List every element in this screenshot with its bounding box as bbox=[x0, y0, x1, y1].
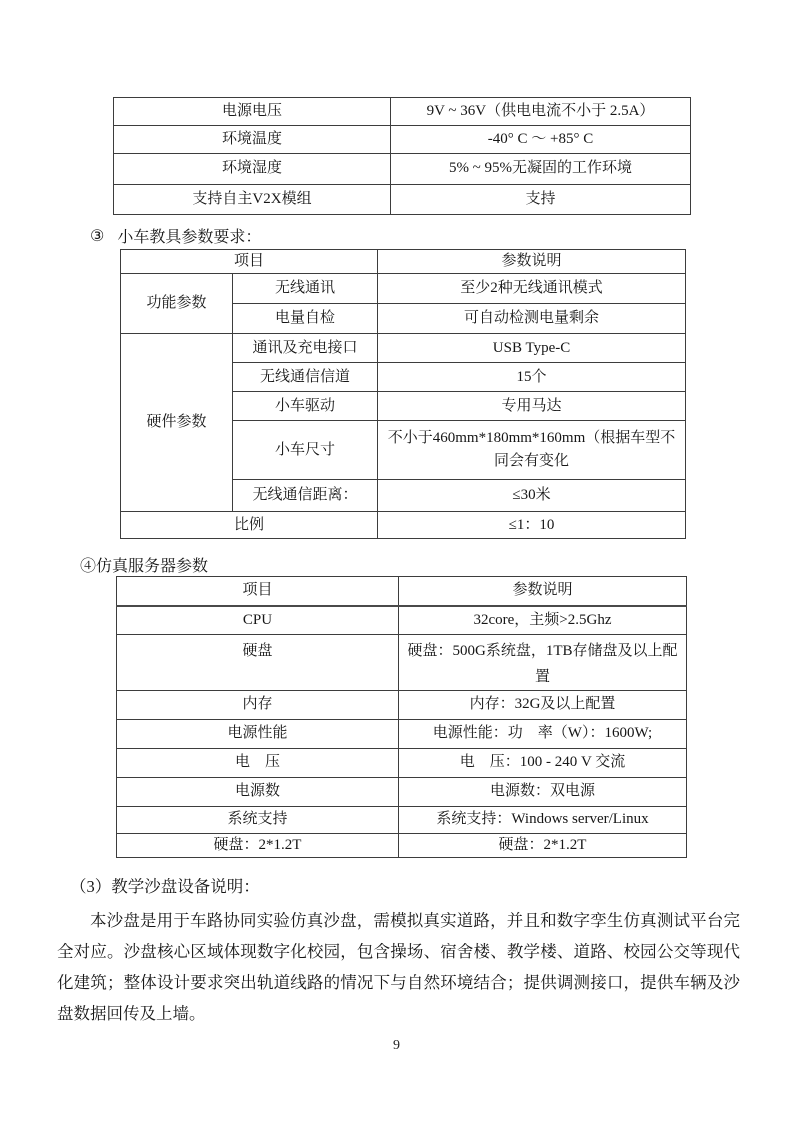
table-row bbox=[117, 834, 687, 858]
cell-desc: 至少2种无线通讯模式 bbox=[378, 274, 686, 304]
table-header-row bbox=[121, 250, 686, 274]
cell-desc: 9V ~ 36V（供电电流不小于 2.5A） bbox=[391, 98, 691, 126]
table-row bbox=[117, 720, 687, 749]
section-heading-car-params bbox=[90, 224, 261, 247]
cell-item: 环境湿度 bbox=[114, 154, 391, 185]
section-title: ④仿真服务器参数 bbox=[80, 558, 209, 575]
sandbox-heading: （3）教学沙盘设备说明： bbox=[70, 877, 260, 896]
cell-desc: 硬盘：500G系统盘，1TB存储盘及以上配置 bbox=[399, 635, 687, 691]
cell-desc: 电源性能：功 率（W）：1600W; bbox=[399, 720, 687, 749]
sandbox-description-block bbox=[57, 876, 740, 1029]
table-row bbox=[117, 606, 687, 635]
server-params-table bbox=[116, 576, 687, 858]
cell-desc: 32core，主频>2.5Ghz bbox=[399, 606, 687, 635]
header-cell-desc: 参数说明 bbox=[378, 250, 686, 274]
cell-item: 环境温度 bbox=[114, 126, 391, 154]
cell-desc: 支持 bbox=[391, 185, 691, 215]
header-cell-item: 项目 bbox=[121, 250, 378, 274]
cell-desc: 可自动检测电量剩余 bbox=[378, 304, 686, 334]
cell-desc: 系统支持：Windows server/Linux bbox=[399, 807, 687, 834]
table-row bbox=[117, 691, 687, 720]
group-label-cell: 硬件参数 bbox=[121, 334, 233, 512]
table-row bbox=[114, 185, 691, 215]
cell-item: 电源性能 bbox=[117, 720, 399, 749]
table-row bbox=[114, 126, 691, 154]
cell-item: 硬盘 bbox=[117, 635, 399, 691]
cell-item: CPU bbox=[117, 606, 399, 635]
cell-item: 系统支持 bbox=[117, 807, 399, 834]
table-row bbox=[117, 807, 687, 834]
cell-desc: 内存：32G及以上配置 bbox=[399, 691, 687, 720]
cell-desc: -40° C ～ +85° C bbox=[391, 126, 691, 154]
group-label-cell: 功能参数 bbox=[121, 274, 233, 334]
sandbox-paragraph: 本沙盘是用于车路协同实验仿真沙盘，需模拟真实道路，并且和数字孪生仿真测试平台完全对应。沙盘核心区域体现数字化校园，包含操场、宿舍楼、教学楼、道路、校园公交等现代化建筑；整体设计要求突出轨道线路的情况下与自然环境结合；提供调测接口，提供车辆及沙盘数据回传及上墙。 bbox=[57, 911, 740, 1023]
cell-desc: ≤30米 bbox=[378, 480, 686, 512]
cell-item: 支持自主V2X模组 bbox=[114, 185, 391, 215]
table-header-row bbox=[117, 577, 687, 606]
table-row bbox=[114, 98, 691, 126]
power-env-table bbox=[113, 97, 691, 215]
table-row bbox=[121, 512, 686, 539]
cell-desc: 电源数：双电源 bbox=[399, 778, 687, 807]
cell-desc: 电 压：100 - 240 V 交流 bbox=[399, 749, 687, 778]
cell-item: 电源数 bbox=[117, 778, 399, 807]
cell-item: 无线通讯 bbox=[233, 274, 378, 304]
cell-desc: 不小于460mm*180mm*160mm（根据车型不同会有变化 bbox=[378, 421, 686, 480]
cell-desc: 专用马达 bbox=[378, 392, 686, 421]
table-row bbox=[117, 635, 687, 691]
car-params-table bbox=[120, 249, 686, 539]
table-row bbox=[114, 154, 691, 185]
cell-item: 内存 bbox=[117, 691, 399, 720]
cell-item: 无线通信信道 bbox=[233, 363, 378, 392]
cell-item: 电量自检 bbox=[233, 304, 378, 334]
table-row bbox=[121, 274, 686, 304]
cell-item: 电源电压 bbox=[114, 98, 391, 126]
cell-item: 无线通信距离： bbox=[233, 480, 378, 512]
cell-desc: 硬盘：2*1.2T bbox=[399, 834, 687, 858]
section-heading-server-params bbox=[80, 553, 208, 576]
cell-desc: 5% ~ 95%无凝固的工作环境 bbox=[391, 154, 691, 185]
footer-value-cell: ≤1：10 bbox=[378, 512, 686, 539]
table-row bbox=[117, 778, 687, 807]
section-title: 小车教具参数要求： bbox=[117, 229, 262, 246]
cell-item: 小车驱动 bbox=[233, 392, 378, 421]
page-number: 9 bbox=[393, 1038, 400, 1053]
table-row bbox=[121, 334, 686, 363]
cell-item: 小车尺寸 bbox=[233, 421, 378, 480]
cell-desc: USB Type-C bbox=[378, 334, 686, 363]
cell-desc: 15个 bbox=[378, 363, 686, 392]
header-cell-desc: 参数说明 bbox=[399, 577, 687, 606]
header-cell-item: 项目 bbox=[117, 577, 399, 606]
cell-item: 通讯及充电接口 bbox=[233, 334, 378, 363]
footer-label-cell: 比例 bbox=[121, 512, 378, 539]
cell-item: 硬盘：2*1.2T bbox=[117, 834, 399, 858]
circled-number-3: ③ bbox=[90, 227, 105, 245]
cell-item: 电 压 bbox=[117, 749, 399, 778]
table-row bbox=[117, 749, 687, 778]
